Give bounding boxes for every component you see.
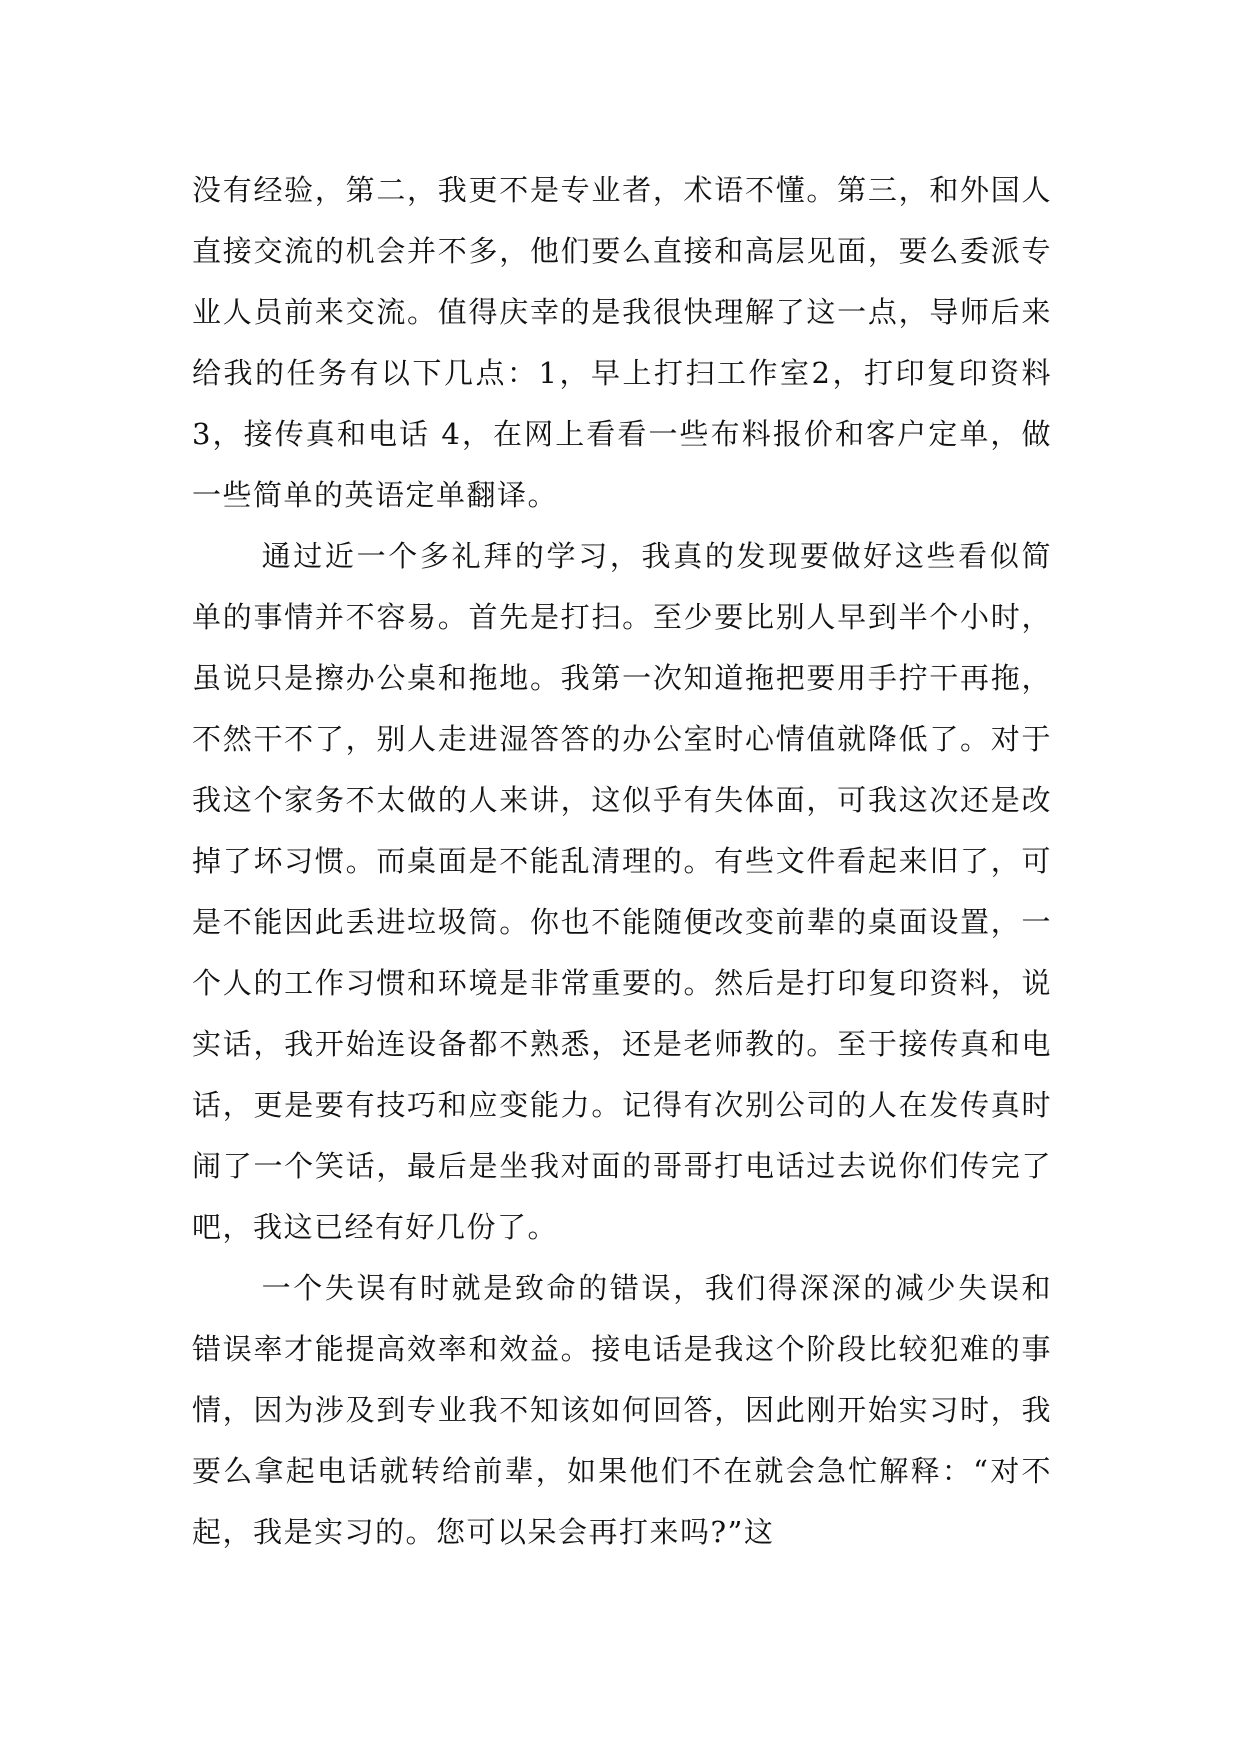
body-text [192,160,1052,1563]
paragraph-1: 没有经验，第二，我更不是专业者，术语不懂。第三，和外国人直接交流的机会并不多，他们要么直接和高层见面，要么委派专业人员前来交流。值得庆幸的是我很快理解了这一点，导师后来给我的任务有以下几点：1，早上打扫工作室2，打印复印资料 3，接传真和电话 4，在网上看看一些布料报价和客户定单，做一些简单的英语定单翻译。 [192,173,1052,512]
paragraph-3: 一个失误有时就是致命的错误，我们得深深的减少失误和错误率才能提高效率和效益。接电话是我这个阶段比较犯难的事情，因为涉及到专业我不知该如何回答，因此刚开始实习时，我要么拿起电话就转给前辈，如果他们不在就会急忙解释：“对不起，我是实习的。您可以呆会再打来吗?”这 [192,1271,1052,1549]
paragraph-2: 通过近一个多礼拜的学习，我真的发现要做好这些看似简单的事情并不容易。首先是打扫。至少要比别人早到半个小时，虽说只是擦办公桌和拖地。我第一次知道拖把要用手拧干再拖，不然干不了，别人走进湿答答的办公室时心情值就降低了。对于我这个家务不太做的人来讲，这似乎有失体面，可我这次还是改掉了坏习惯。而桌面是不能乱清理的。有些文件看起来旧了，可是不能因此丢进垃圾筒。你也不能随便改变前辈的桌面设置，一个人的工作习惯和环境是非常重要的。然后是打印复印资料，说实话，我开始连设备都不熟悉，还是老师教的。至于接传真和电话，更是要有技巧和应变能力。记得有次别公司的人在发传真时闹了一个笑话，最后是坐我对面的哥哥打电话过去说你们传完了吧，我这已经有好几份了。 [192,539,1052,1244]
